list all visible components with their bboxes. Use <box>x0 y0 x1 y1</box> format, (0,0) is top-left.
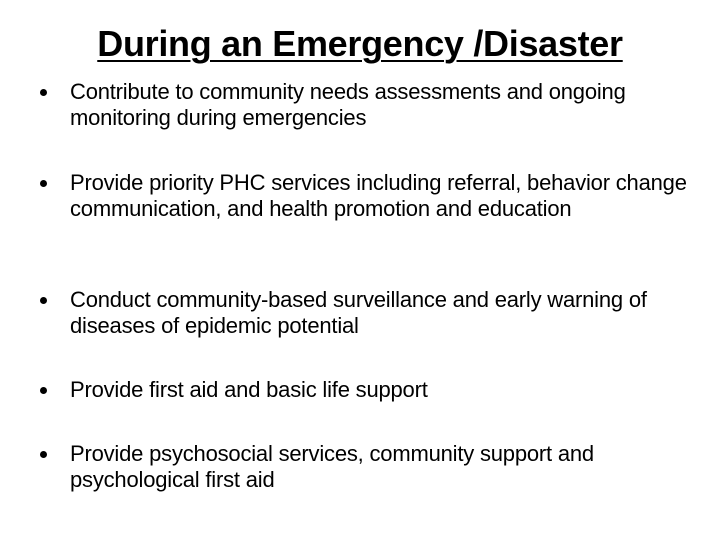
bullet-text: Provide psychosocial services, community support and psychological first aid <box>70 441 594 492</box>
slide-title-text: During an Emergency /Disaster <box>97 23 623 64</box>
bullet-icon <box>40 387 47 394</box>
bullet-icon <box>40 297 47 304</box>
bullet-text: Conduct community-based surveillance and early warning of diseases of epidemic potential <box>70 287 647 338</box>
bullet-text: Contribute to community needs assessments and ongoing monitoring during emergencies <box>70 79 626 130</box>
bullet-icon <box>40 89 47 96</box>
bullet-text: Provide priority PHC services including referral, behavior change communication, and health promotion and education <box>70 170 687 221</box>
bullet-icon <box>40 180 47 187</box>
bullet-icon <box>40 451 47 458</box>
bullet-text: Provide first aid and basic life support <box>70 377 428 402</box>
